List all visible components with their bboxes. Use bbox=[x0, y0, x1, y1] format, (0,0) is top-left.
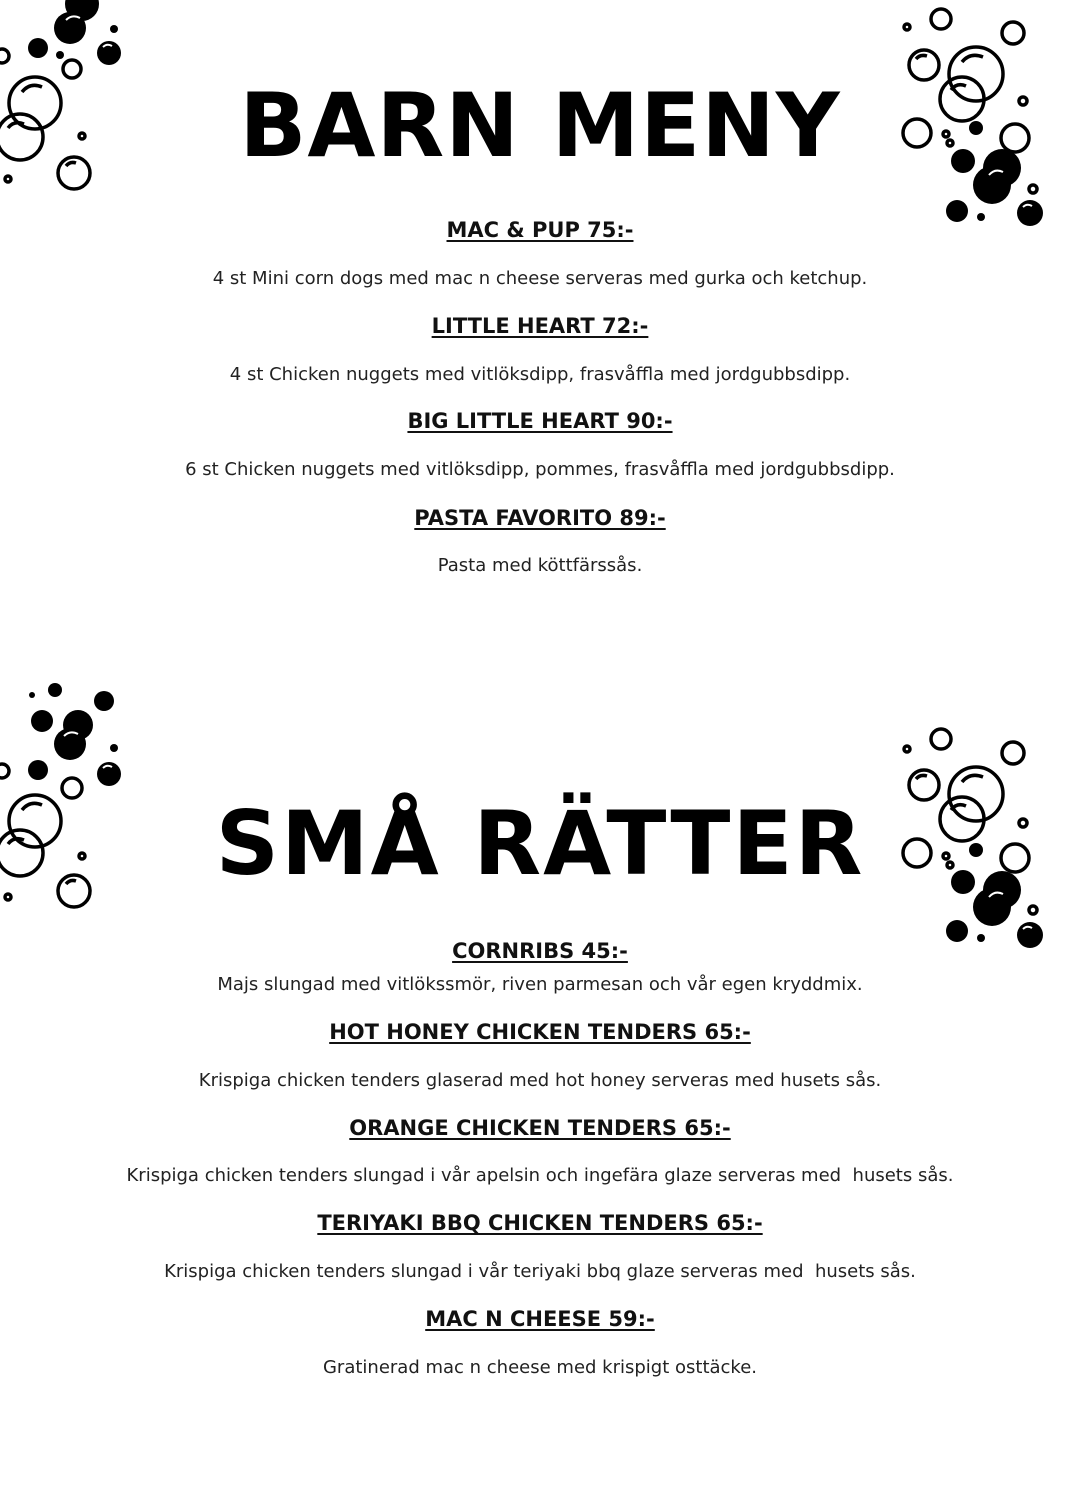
menu-item-name: PASTA FAVORITO 89:- bbox=[414, 506, 666, 530]
menu-item-description: Gratinerad mac n cheese med krispigt osttäcke. bbox=[322, 1357, 758, 1378]
menu-item-name: LITTLE HEART 72:- bbox=[431, 314, 649, 338]
menu-item-name: TERIYAKI BBQ CHICKEN TENDERS 65:- bbox=[317, 1211, 763, 1235]
menu-item-description: Krispiga chicken tenders slungad i vår teriyaki bbq glaze serveras med husets sås. bbox=[164, 1261, 916, 1282]
menu-item-description: 6 st Chicken nuggets med vitlöksdipp, pommes, frasvåffla med jordgubbsdipp. bbox=[185, 459, 895, 480]
menu-item-description: Majs slungad med vitlökssmör, riven parmesan och vår egen kryddmix. bbox=[217, 974, 863, 995]
menu-item-name: BIG LITTLE HEART 90:- bbox=[407, 409, 673, 433]
section-title-barn-meny: BARN MENY bbox=[239, 74, 841, 177]
menu-item-description: 4 st Mini corn dogs med mac n cheese serveras med gurka och ketchup. bbox=[212, 268, 868, 289]
menu-item-description: Krispiga chicken tenders glaserad med hot honey serveras med husets sås. bbox=[198, 1070, 882, 1091]
menu-item-description: Krispiga chicken tenders slungad i vår apelsin och ingefära glaze serveras med husets sås. bbox=[126, 1165, 954, 1186]
menu-item-name: MAC & PUP 75:- bbox=[446, 218, 634, 242]
menu-item-name: MAC N CHEESE 59:- bbox=[425, 1307, 655, 1331]
menu-item-description: Pasta med köttfärssås. bbox=[437, 555, 643, 576]
section-title-sma-ratter: SMÅ RÄTTER bbox=[215, 792, 865, 895]
menu-item-name: HOT HONEY CHICKEN TENDERS 65:- bbox=[329, 1020, 751, 1044]
menu-item-name: CORNRIBS 45:- bbox=[452, 939, 628, 963]
menu-item-description: 4 st Chicken nuggets med vitlöksdipp, frasvåffla med jordgubbsdipp. bbox=[229, 364, 851, 385]
menu-item-name: ORANGE CHICKEN TENDERS 65:- bbox=[349, 1116, 731, 1140]
